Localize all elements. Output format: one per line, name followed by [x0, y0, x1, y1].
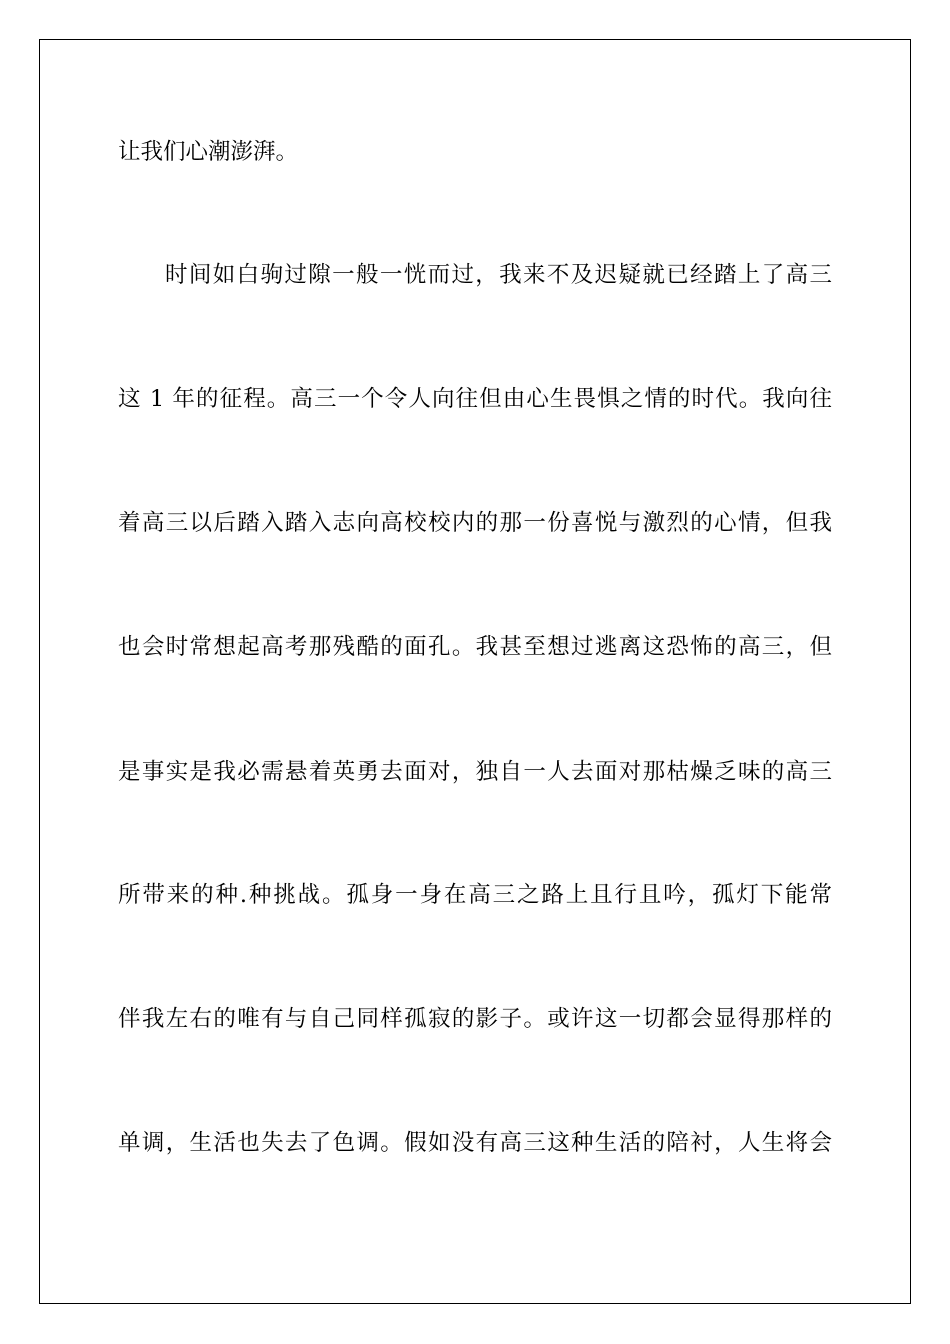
page-border	[39, 39, 911, 1304]
text-line-7: 所带来的种.种挑战。孤身一身在高三之路上且行且吟，孤灯下能常	[118, 882, 832, 908]
text-line-3: 这 1 年的征程。高三一个令人向往但由心生畏惧之情的时代。我向往	[118, 386, 832, 412]
text-line-1: 让我们心潮澎湃。	[118, 139, 299, 165]
text-line-6: 是事实是我必需悬着英勇去面对，独自一人去面对那枯燥乏味的高三	[118, 759, 832, 785]
text-line-8: 伴我左右的唯有与自己同样孤寂的影子。或许这一切都会显得那样的	[118, 1006, 832, 1032]
text-line-9: 单调，生活也失去了色调。假如没有高三这种生活的陪衬，人生将会	[118, 1130, 832, 1156]
text-line-5: 也会时常想起高考那残酷的面孔。我甚至想过逃离这恐怖的高三，但	[118, 634, 832, 660]
text-line-4: 着高三以后踏入踏入志向高校校内的那一份喜悦与激烈的心情，但我	[118, 510, 832, 536]
paragraph-first-line: 时间如白驹过隙一般一恍而过，我来不及迟疑就已经踏上了高三	[165, 262, 832, 288]
